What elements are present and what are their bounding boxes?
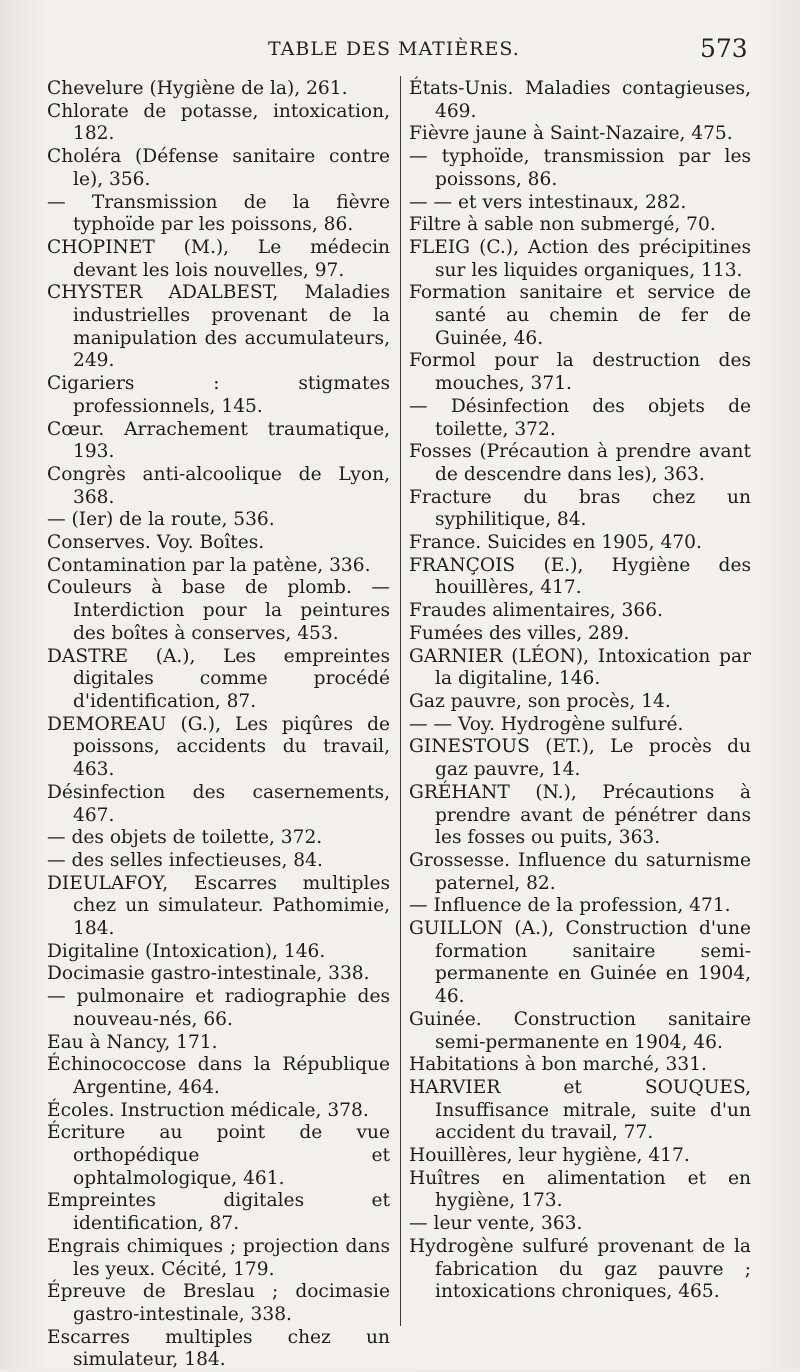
index-entry: Habitations à bon marché, 331. [409,1054,707,1076]
index-entry: Empreintes digitales et identification, 87. [47,1190,390,1235]
index-entry: Formol pour la destruction des mouches, 371. [409,350,751,395]
index-entry: Eau à Nancy, 171. [47,1031,218,1053]
index-entry: — des selles infectieuses, 84. [47,849,323,871]
index-entry: GRÉHANT (N.), Précautions à prendre avant de pénétrer dans les fosses ou puits, 363. [409,781,751,849]
index-entry: Désinfection des casernements, 467. [47,781,390,826]
index-entry: CHYSTER ADALBEST, Maladies industrielles provenant de la manipulation des accumulateurs, 249. [47,282,390,372]
index-entry: — (Ier) de la route, 536. [47,509,275,531]
index-column-left [47,78,390,1372]
index-entry: — — et vers intestinaux, 282. [409,191,687,213]
index-entry: Houillères, leur hygiène, 417. [409,1145,690,1167]
index-entry: — des objets de toilette, 372. [47,827,323,849]
index-entry: — Désinfection des objets de toilette, 372. [409,395,751,440]
index-entry: — typhoïde, transmission par les poissons, 86. [409,146,751,190]
index-entry: Digitaline (Intoxication), 146. [47,940,326,962]
page-header [0,34,800,74]
index-entry: Cigariers : stigmates professionnels, 145. [47,373,390,417]
index-entry: Engrais chimiques ; projection dans les yeux. Cécité, 179. [47,1235,390,1280]
index-entry: Contamination par la patène, 336. [47,554,371,576]
index-entry: Docimasie gastro-intestinale, 338. [47,963,370,985]
index-entry: FRANÇOIS (E.), Hygiène des houillères, 417. [409,554,751,599]
index-entry: — pulmonaire et radiographie des nouveau-nés, 66. [47,986,390,1030]
running-title: TABLE DES MATIÈRES. [268,38,520,60]
index-entry: Chlorate de potasse, intoxication, 182. [47,100,390,145]
index-entry: Fosses (Précaution à prendre avant de descendre dans les), 363. [409,441,751,485]
index-entry: Échinococcose dans la République Argentine, 464. [47,1054,390,1098]
index-entry: — Transmission de la fièvre typhoïde par les poissons, 86. [47,191,390,236]
index-entry: Écoles. Instruction médicale, 378. [47,1099,369,1121]
index-entry: FLEIG (C.), Action des précipitines sur les liquides organiques, 113. [409,236,751,281]
index-entry: Chevelure (Hygiène de la), 261. [47,78,348,99]
index-entry: Épreuve de Breslau ; docimasie gastro-intestinale, 338. [47,1281,390,1325]
index-column-right [409,78,751,1304]
page-number: 573 [700,34,748,63]
column-divider [400,76,401,1326]
index-entry: Fumées des villes, 289. [409,622,630,644]
index-entry: DIEULAFOY, Escarres multiples chez un simulateur. Pathomimie, 184. [47,872,390,940]
index-entry: Couleurs à base de plomb. — Interdiction pour la peintures des boîtes à conserves, 453. [47,577,390,644]
index-entry: Fraudes alimentaires, 366. [409,600,663,622]
index-entry: Fièvre jaune à Saint-Nazaire, 475. [409,123,733,145]
index-entry: Hydrogène sulfuré provenant de la fabrication du gaz pauvre ; intoxications chroniques, 465. [409,1235,751,1303]
index-entry: Conserves. Voy. Boîtes. [47,532,265,554]
index-entry: Filtre à sable non submergé, 70. [409,214,716,236]
index-entry: Grossesse. Influence du saturnisme paternel, 82. [409,849,751,894]
index-entry: GINESTOUS (ET.), Le procès du gaz pauvre, 14. [409,736,751,781]
index-entry: GUILLON (A.), Construction d'une formation sanitaire semi-permanente en Guinée en 1904, 46. [409,918,751,1008]
index-entry: — leur vente, 363. [409,1213,583,1235]
index-entry: Choléra (Défense sanitaire contre le), 356. [47,146,390,190]
index-entry: DEMOREAU (G.), Les piqûres de poissons, accidents du travail, 463. [47,713,390,781]
index-entry: Formation sanitaire et service de santé au chemin de fer de Guinée, 46. [409,282,751,349]
index-entry: Fracture du bras chez un syphilitique, 84. [409,486,751,531]
index-entry: Écriture au point de vue orthopédique et ophtalmologique, 461. [47,1122,390,1189]
index-entry: Congrès anti-alcoolique de Lyon, 368. [47,463,390,508]
index-entry: Huîtres en alimentation et en hygiène, 173. [409,1167,751,1212]
index-entry: Escarres multiples chez un simulateur, 184. [47,1326,390,1371]
index-entry: DASTRE (A.), Les empreintes digitales comme procédé d'identification, 87. [47,645,390,712]
index-entry: — — Voy. Hydrogène sulfuré. [409,713,684,735]
index-entry: Gaz pauvre, son procès, 14. [409,690,671,712]
index-entry: France. Suicides en 1905, 470. [409,532,702,554]
index-entry: — Influence de la profession, 471. [409,895,731,917]
index-entry: États-Unis. Maladies contagieuses, 469. [409,78,751,122]
index-entry: GARNIER (LÉON), Intoxication par la digitaline, 146. [409,645,751,690]
index-entry: Cœur. Arrachement traumatique, 193. [47,418,390,463]
index-entry: Guinée. Construction sanitaire semi-permanente en 1904, 46. [409,1008,751,1053]
index-entry: HARVIER et SOUQUES, Insuffisance mitrale, suite d'un accident du travail, 77. [409,1076,751,1144]
index-entry: CHOPINET (M.), Le médecin devant les lois nouvelles, 97. [47,236,390,281]
